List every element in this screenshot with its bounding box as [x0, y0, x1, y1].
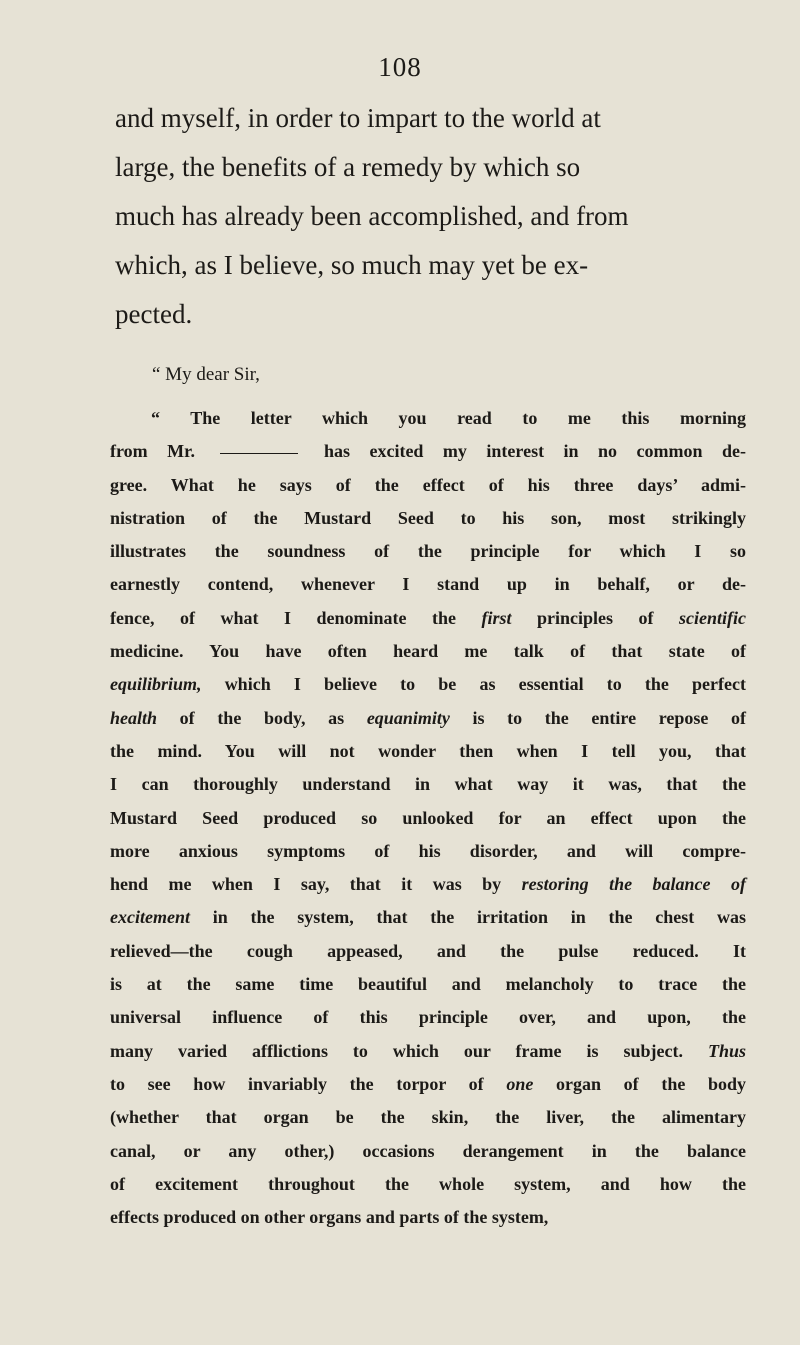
page-number: 108: [378, 52, 422, 82]
text-line: equilibrium, which I believe to be as essential to the perfect: [110, 674, 747, 695]
text-line: fence, of what I denominate the first principles of scientific: [110, 607, 746, 628]
text-line: more anxious symptoms of his disorder, and will compre-: [110, 840, 746, 861]
text-line: hend me when I say, that it was by restoring the balance of: [110, 874, 746, 895]
text-line: pected.: [115, 299, 193, 329]
lead-paragraph: [115, 94, 740, 339]
name-omitted-dash: [220, 453, 298, 454]
text-line: of excitement throughout the whole system, and how the: [110, 1173, 746, 1194]
text-line: Mustard Seed produced so unlooked for an effect upon the: [110, 807, 746, 828]
text-line: from Mr. has excited my interest in no common de-: [110, 441, 747, 462]
text-line: gree. What he says of the effect of his three days’ admi-: [110, 474, 746, 495]
text-line: large, the benefits of a remedy by which so: [115, 152, 581, 182]
text-line: nistration of the Mustard Seed to his son, most strikingly: [110, 507, 746, 528]
text-line: illustrates the soundness of the principle for which I so: [110, 541, 746, 562]
text-line: medicine. You have often heard me talk of that state of: [110, 641, 746, 662]
text-line: canal, or any other,) occasions derangement in the balance: [110, 1140, 746, 1161]
text-line: effects produced on other organs and parts of the system,: [110, 1207, 549, 1228]
text-line: (whether that organ be the skin, the liver, the alimentary: [110, 1107, 746, 1128]
text-line: “ The letter which you read to me this morning: [151, 408, 746, 428]
letter-body: [110, 402, 746, 1234]
text-line: the mind. You will not wonder then when I tell you, that: [110, 740, 746, 761]
text-line: earnestly contend, whenever I stand up in behalf, or de-: [110, 574, 746, 595]
text-line: to see how invariably the torpor of one organ of the body: [110, 1073, 747, 1094]
text-line: health of the body, as equanimity is to the entire repose of: [110, 707, 747, 728]
text-line: relieved—the cough appeased, and the pulse reduced. It: [110, 940, 746, 961]
letter-salutation: “ My dear Sir,: [152, 364, 260, 385]
text-line: many varied afflictions to which our frame is subject. Thus: [110, 1040, 746, 1061]
text-line: is at the same time beautiful and melancholy to trace the: [110, 974, 746, 995]
text-line: universal influence of this principle over, and upon, the: [110, 1007, 746, 1028]
text-line: much has already been accomplished, and from: [115, 201, 629, 231]
text-line: and myself, in order to impart to the world at: [115, 103, 601, 133]
text-line: excitement in the system, that the irritation in the chest was: [110, 907, 747, 928]
text-line: I can thoroughly understand in what way it was, that the: [110, 774, 746, 795]
text-line: which, as I believe, so much may yet be ex-: [115, 250, 589, 280]
